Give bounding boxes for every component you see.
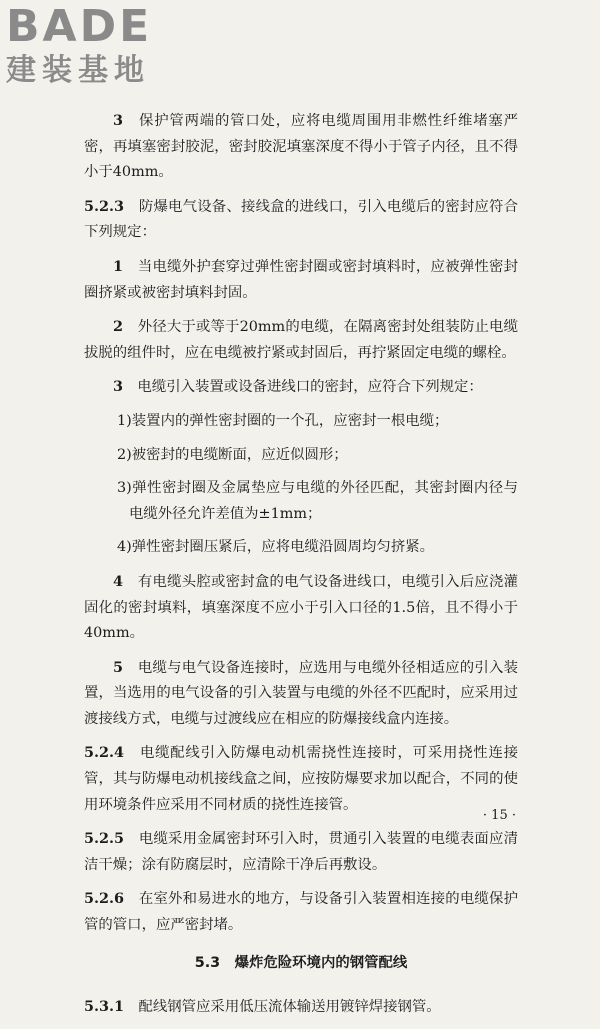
item-paragraph: 5 电缆与电气设备连接时，应选用与电缆外径相适应的引入装置，当选用的电气设备的引入装置与电缆的外径不匹配时，应采用过渡接线方式，电缆与过渡线应在相应的防爆接线盒内连接。	[84, 658, 518, 727]
sub-item: 4)弹性密封圈压紧后，应将电缆沿圆周均匀挤紧。	[117, 539, 434, 556]
clause-5-2-3: 5.2.3 防爆电气设备、接线盒的进线口，引入电缆后的密封应符合下列规定：	[84, 197, 518, 241]
page-number: · 15 ·	[482, 808, 516, 823]
clause-5-3-1: 5.3.1 配线钢管应采用低压流体输送用镀锌焊接钢管。	[84, 998, 441, 1016]
item-paragraph: 1 当电缆外护套穿过弹性密封圈或密封填料时，应被弹性密封圈挤紧或被密封填料封固。	[84, 257, 518, 301]
bade-logo	[6, 1, 186, 94]
document-body	[84, 108, 518, 1029]
item-paragraph: 4 有电缆头腔或密封盒的电气设备进线口，电缆引入后应浇灌固化的密封填料，填塞深度不应小于引入口径的1.5倍，且不得小于40mm。	[84, 572, 518, 642]
clause-5-2-6: 5.2.6 在室外和易进水的地方，与设备引入装置相连接的电缆保护管的管口，应严密封堵。	[84, 890, 518, 934]
clause-5-2-5: 5.2.5 电缆采用金属密封环引入时，贯通引入装置的电缆表面应清洁干燥；涂有防腐层时，应清除干净后再敷设。	[84, 830, 518, 873]
sub-item: 1)装置内的弹性密封圈的一个孔，应密封一根电缆；	[117, 412, 449, 429]
item-paragraph: 2 外径大于或等于20mm的电缆，在隔离密封处组装防止电缆拔脱的组件时，应在电缆被拧紧或封固后，再拧紧固定电缆的螺栓。	[84, 318, 518, 361]
sub-item: 2)被密封的电缆断面，应近似圆形；	[117, 446, 348, 463]
logo-subtitle: 建装基地	[6, 53, 150, 88]
item-paragraph: 3 电缆引入装置或设备进线口的密封，应符合下列规定：	[113, 378, 483, 396]
clause-5-2-4: 5.2.4 电缆配线引入防爆电动机需挠性连接时，可采用挠性连接管，其与防爆电动机接线盒之间，应按防爆要求加以配合，不同的使用环境条件应采用不同材质的挠性连接管。	[84, 744, 518, 813]
sub-item: 3)弹性密封圈及金属垫应与电缆的外径匹配，其密封圈内径与电缆外径允许差值为±1mm；	[117, 480, 518, 522]
item-paragraph: 3 保护管两端的管口处，应将电缆周围用非燃性纤维堵塞严密，再填塞密封胶泥，密封胶泥填塞深度不得小于管子内径，且不得小于40mm。	[84, 112, 518, 181]
section-heading-5-3: 5.3 爆炸危险环境内的钢管配线	[194, 954, 408, 971]
logo-wordmark: BADE	[6, 1, 153, 52]
